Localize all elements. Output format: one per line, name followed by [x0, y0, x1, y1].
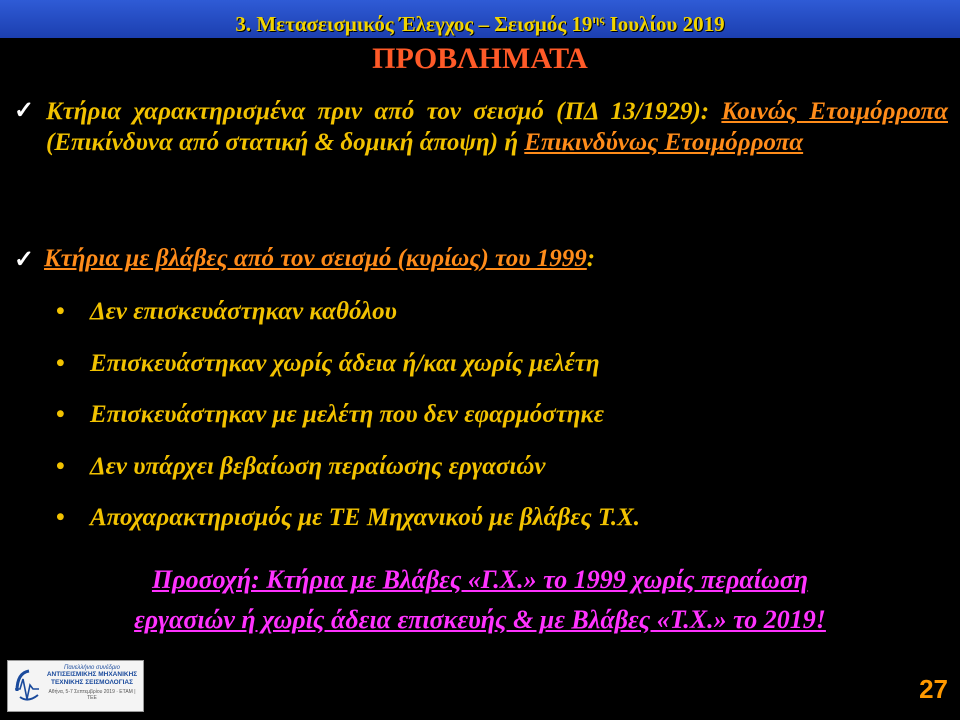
header-title-part2: Ιουλίου 2019 [604, 12, 725, 36]
item2-heading: Κτήρια με βλάβες από τον σεισμό (κυρίως) του 1999 [44, 245, 587, 272]
list-item-text: Επισκευάστηκαν με μελέτη που δεν εφαρμόστηκε [90, 401, 605, 428]
logo-text [44, 665, 140, 701]
list-item-text: Αποχαρακτηρισμός με ΤΕ Μηχανικού με βλάβες Τ.Χ. [90, 504, 641, 531]
item1-common-dangerous: Κοινώς Ετοιμόρροπα [721, 98, 948, 125]
conference-logo [7, 660, 144, 712]
item-condemned-buildings [46, 96, 948, 158]
list-item [56, 498, 640, 550]
header-title-sup: ης [592, 12, 605, 26]
logo-line-3: Αθήνα, 5-7 Σεπτεμβρίου 2019 · ΕΤΑΜ | ΤΕΕ [48, 689, 136, 701]
list-item [56, 395, 640, 447]
list-item-text: Επισκευάστηκαν χωρίς άδεια ή/και χωρίς μελέτη [90, 349, 600, 377]
bullet-icon: • [56, 349, 65, 377]
problem-bullet-list [56, 292, 640, 550]
page-number: 27 [919, 674, 948, 704]
warning-note [0, 560, 960, 640]
checkmark-icon: ✓ [14, 247, 35, 273]
logo-line-1: Πανελλήνιο συνέδριο [64, 665, 120, 671]
list-item [56, 447, 640, 499]
header-title-part1: 3. Μετασεισμικός Έλεγχος – Σεισμός 19 [235, 12, 593, 36]
checkmark-icon: ✓ [14, 98, 35, 124]
warning-line-1: Προσοχή: Κτήρια με Βλάβες «Γ.Χ.» το 1999 χωρίς περαίωση [151, 565, 809, 594]
list-item-text: Δεν επισκευάστηκαν καθόλου [90, 298, 397, 325]
slide-heading: ΠΡΟΒΛΗΜΑΤΑ [372, 42, 588, 75]
item1-text-a: Κτήρια χαρακτηρισμένα πριν από τον σεισμό (ΠΔ 13/1929): [46, 98, 722, 125]
list-item [56, 344, 640, 396]
header-title [235, 12, 724, 36]
list-item-text: Δεν υπάρχει βεβαίωση περαίωσης εργασιών [90, 452, 546, 480]
item1-text-b: (Επικίνδυνα από στατική & δομική άποψη) ή [46, 129, 525, 156]
item1-severely-dangerous: Επικινδύνως Ετοιμόρροπα [524, 129, 804, 156]
item2-suffix: : [586, 245, 596, 272]
item-damaged-buildings-1999 [44, 245, 595, 273]
header-bar [0, 0, 960, 38]
bullet-icon: • [56, 504, 65, 531]
seismograph-logo-icon [14, 667, 40, 705]
warning-line-2: εργασιών ή χωρίς άδεια επισκευής & με Βλάβες «Τ.Χ.» το 2019! [134, 605, 826, 634]
bullet-icon: • [56, 401, 65, 428]
bullet-icon: • [56, 298, 65, 325]
bullet-icon: • [56, 452, 65, 480]
logo-line-2: ΑΝΤΙΣΕΙΣΜΙΚΗΣ ΜΗΧΑΝΙΚΗΣ ΤΕΧΝΙΚΗΣ ΣΕΙΣΜΟΛΟΓΙΑΣ [46, 671, 138, 686]
list-item [56, 292, 640, 344]
